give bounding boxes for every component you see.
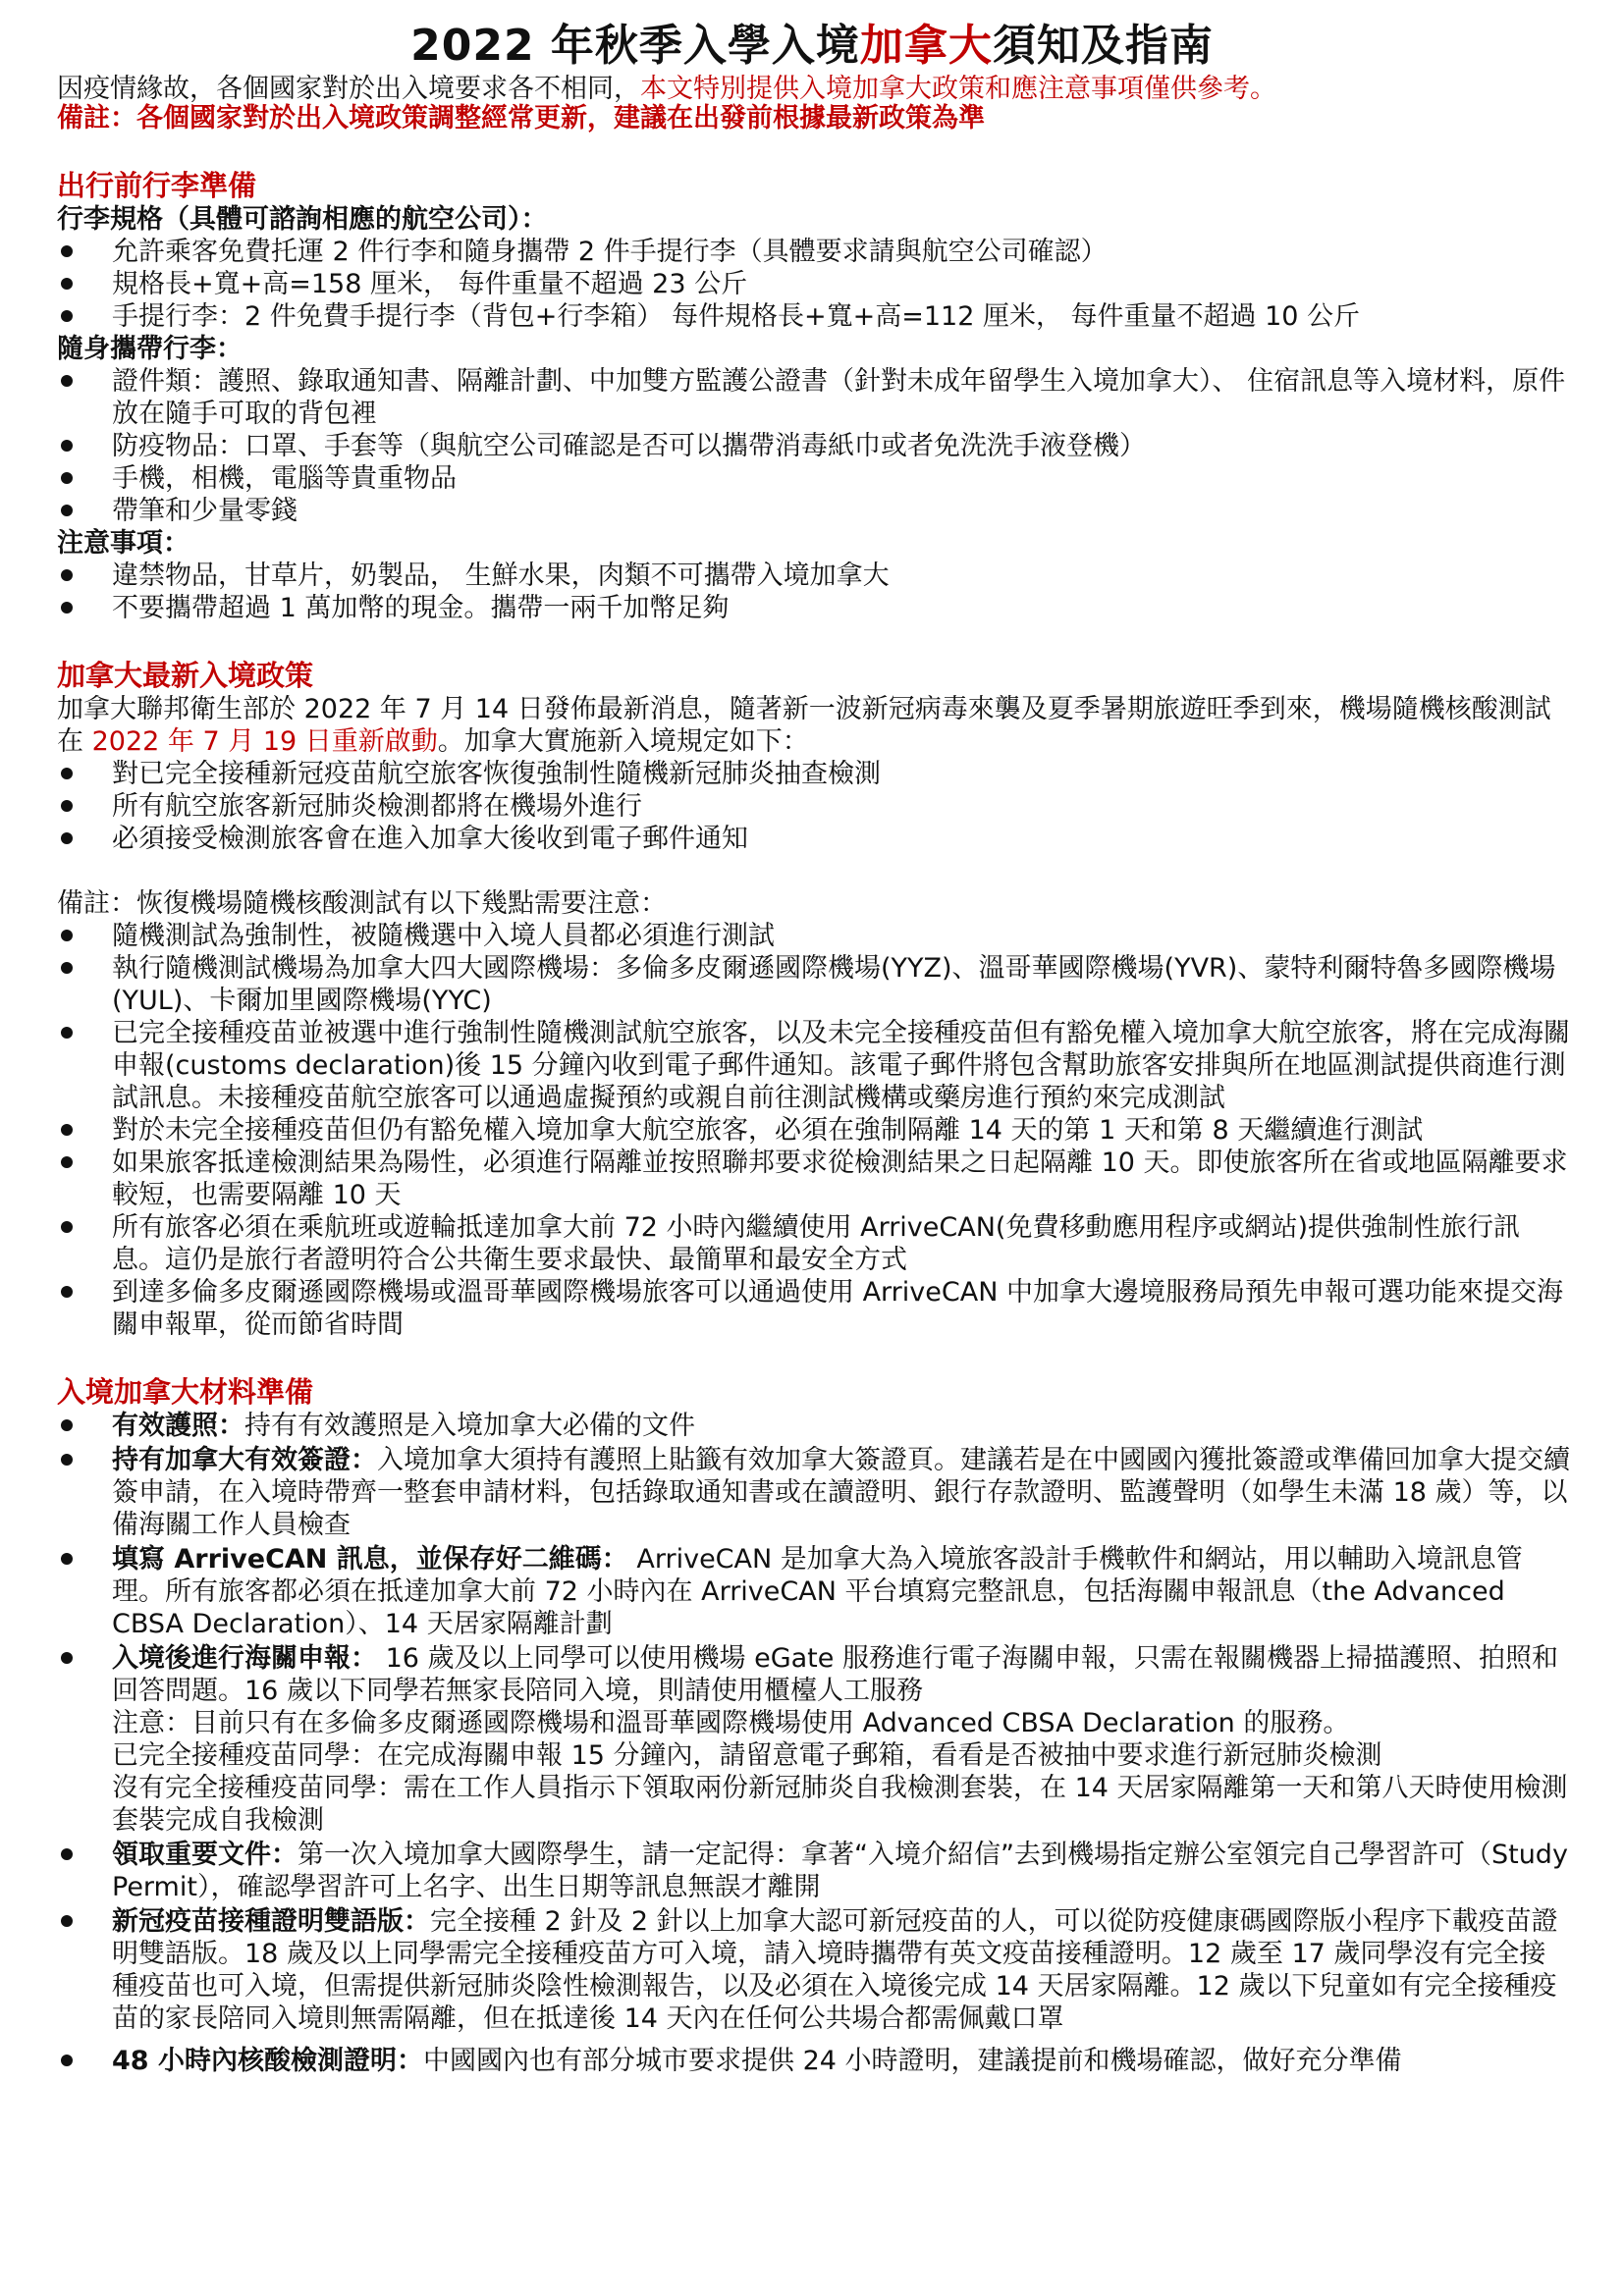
bullet-icon xyxy=(61,2055,73,2066)
bullet-icon xyxy=(61,1221,73,1233)
carry-on-list xyxy=(57,365,1571,527)
list-item xyxy=(57,560,1571,592)
list-item-text: 對已完全接種新冠疫苗航空旅客恢復強制性隨機新冠肺炎抽查檢測 xyxy=(112,759,881,789)
list-item xyxy=(57,1905,1571,2035)
bullet-icon xyxy=(61,1156,73,1168)
bullet-icon xyxy=(61,1553,73,1565)
list-item xyxy=(57,1211,1571,1276)
section-policy-title: 加拿大最新入境政策 xyxy=(57,659,314,692)
bullet-icon xyxy=(61,1027,73,1039)
page-title xyxy=(0,0,1624,71)
bullet-icon xyxy=(61,962,73,974)
bullet-icon xyxy=(61,569,73,581)
section-documents-title: 入境加拿大材料準備 xyxy=(57,1375,314,1409)
bullet-icon xyxy=(61,472,73,484)
list-item-label: 填寫 ArriveCAN 訊息，並保存好二維碼： xyxy=(112,1544,628,1575)
spacer xyxy=(57,855,1571,887)
list-item xyxy=(57,1410,1571,1442)
list-item-text: 持有有效護照是入境加拿大必備的文件 xyxy=(244,1411,695,1441)
list-item-text: 執行隨機測試機場為加拿大四大國際機場：多倫多皮爾遜國際機場(YYZ)、溫哥華國際機場(YVR)、蒙特利爾特魯多國際機場(YUL)、卡爾加里國際機場(YYC) xyxy=(112,953,1556,1016)
intro-line-2: 備註：各個國家對於出入境政策調整經常更新，建議在出發前根據最新政策為準 xyxy=(57,103,985,133)
list-item-text: 所有航空旅客新冠肺炎檢測都將在機場外進行 xyxy=(112,791,642,822)
list-item-label: 新冠疫苗接種證明雙語版： xyxy=(112,1906,430,1937)
luggage-spec-list xyxy=(57,236,1571,333)
bullet-icon xyxy=(61,602,73,614)
intro-line-1-red: 本文特別提供入境加拿大政策和應注意事項僅供參考。 xyxy=(640,74,1276,102)
bullet-icon xyxy=(61,278,73,290)
bullet-icon xyxy=(61,1286,73,1298)
list-item-text: 入境加拿大須持有護照上貼籤有效加拿大簽證頁。建議若是在中國國內獲批簽證或準備回加拿大提交續簽申請，在入境時帶齊一整套申請材料，包括錄取通知書或在讀證明、銀行存款證明、監護聲明（如學生未滿 18 歲）等，以備海關工作人員檢查 xyxy=(112,1445,1570,1540)
customs-note-line: 已完全接種疫苗同學：在完成海關申報 15 分鐘內，請留意電子郵箱，看看是否被抽中要求進行新冠肺炎檢測 xyxy=(112,1740,1382,1771)
list-item xyxy=(57,495,1571,527)
list-item xyxy=(57,592,1571,624)
customs-note-line: 注意：目前只有在多倫多皮爾遜國際機場和溫哥華國際機場使用 Advanced CBSA Declaration 的服務。 xyxy=(112,1708,1350,1738)
list-item xyxy=(57,920,1571,952)
bullet-icon xyxy=(61,1652,73,1664)
list-item-text: 對於未完全接種疫苗但仍有豁免權入境加拿大航空旅客，必須在強制隔離 14 天的第 1 天和第 8 天繼續進行測試 xyxy=(112,1115,1424,1146)
document-body xyxy=(0,73,1624,2077)
list-item xyxy=(57,1642,1571,1837)
list-item-label: 48 小時內核酸檢測證明： xyxy=(112,2046,423,2076)
list-item xyxy=(57,462,1571,495)
list-item-text: 中國國內也有部分城市要求提供 24 小時證明，建議提前和機場確認，做好充分準備 xyxy=(422,2046,1402,2076)
list-item-text: 允許乘客免費托運 2 件行李和隨身攜帶 2 件手提行李（具體要求請與航空公司確認） xyxy=(112,237,1108,267)
notes-list xyxy=(57,560,1571,624)
intro-line-1-black: 因疫情緣故，各個國家對於出入境要求各不相同， xyxy=(57,74,640,102)
title-pre: 2022 年秋季入學入境 xyxy=(410,21,860,71)
policy-restart-date: 2022 年 7 月 19 日重新啟動 xyxy=(91,726,438,757)
list-item-text: 防疫物品：口罩、手套等（與航空公司確認是否可以攜帶消毒紙巾或者免洗洗手液登機） xyxy=(112,431,1146,461)
list-item xyxy=(57,1839,1571,1903)
list-item-text: 規格長+寬+高=158 厘米， 每件重量不超過 23 公斤 xyxy=(112,269,748,299)
list-item xyxy=(57,430,1571,462)
list-item xyxy=(57,1276,1571,1341)
list-item-text: 第一次入境加拿大國際學生，請一定記得：拿著“入境介紹信”去到機場指定辦公室領完自己學習許可（Study Permit），確認學習許可上名字、出生日期等訊息無誤才離開 xyxy=(112,1840,1568,1902)
carry-on-heading: 隨身攜帶行李： xyxy=(57,334,243,364)
list-item xyxy=(57,823,1571,855)
policy-paragraph-text: 加拿大聯邦衛生部於 2022 年 7 月 14 日發佈最新消息，隨著新一波新冠病毒來襲及夏季暑期旅遊旺季到來，機場隨機核酸測試在 xyxy=(57,694,1551,757)
list-item-text: 完全接種 2 針及 2 針以上加拿大認可新冠疫苗的人，可以從防疫健康碼國際版小程序下載疫苗證明雙語版。18 歲及以上同學需完全接種疫苗方可入境，請入境時攜帶有英文疫苗接種證明。12 歲至 17 歲同學沒有完全接種疫苗也可入境，但需提供新冠肺炎陰性檢測報告，以及必須在入境後完成 14 天居家隔離。12 歲以下兒童如有完全接種疫苗的家長陪同入境則無需隔離，但在抵達後 14 天內在任何公共場合都需佩戴口罩 xyxy=(112,1906,1558,2034)
notes-heading: 注意事項： xyxy=(57,528,189,559)
bullet-icon xyxy=(61,440,73,452)
bullet-icon xyxy=(61,1848,73,1860)
list-item-label: 有效護照： xyxy=(112,1411,244,1441)
policy-list xyxy=(57,758,1571,855)
bullet-icon xyxy=(61,1124,73,1136)
documents-list xyxy=(57,1410,1571,2077)
list-item-text: 所有旅客必須在乘航班或遊輪抵達加拿大前 72 小時內繼續使用 ArriveCAN(免費移動應用程序或網站)提供強制性旅行訊息。這仍是旅行者證明符合公共衛生要求最快、最簡單和最安全方式 xyxy=(112,1212,1520,1275)
list-item-text: 違禁物品，甘草片，奶製品， 生鮮水果，肉類不可攜帶入境加拿大 xyxy=(112,561,890,591)
list-item-label: 入境後進行海關申報： xyxy=(112,1643,377,1674)
list-item xyxy=(57,236,1571,268)
list-item-text: 隨機測試為強制性，被隨機選中入境人員都必須進行測試 xyxy=(112,921,775,951)
list-item-text: 已完全接種疫苗並被選中進行強制性隨機測試航空旅客，以及未完全接種疫苗但有豁免權入境加拿大航空旅客，將在完成海關申報(customs declaration)後 15 分鐘內收到電子郵件通知。該電子郵件將包含幫助旅客安排與所在地區測試提供商進行測試訊息。未接種疫苗航空旅客可以通過虛擬預約或親自前往測試機構或藥房進行預約來完成測試 xyxy=(112,1018,1570,1113)
luggage-spec-heading: 行李規格（具體可諮詢相應的航空公司）： xyxy=(57,204,548,235)
list-item-text: 手提行李：2 件免費手提行李（背包+行李箱） 每件規格長+寬+高=112 厘米， 每件重量不超過 10 公斤 xyxy=(112,301,1361,332)
list-item-text: 必須接受檢測旅客會在進入加拿大後收到電子郵件通知 xyxy=(112,824,748,854)
list-item xyxy=(57,758,1571,790)
bullet-icon xyxy=(61,505,73,516)
list-item-text: 如果旅客抵達檢測結果為陽性，必須進行隔離並按照聯邦要求從檢測結果之日起隔離 10 天。即使旅客所在省或地區隔離要求較短，也需要隔離 10 天 xyxy=(112,1148,1568,1210)
list-item xyxy=(57,2045,1571,2077)
list-item xyxy=(57,268,1571,300)
list-item-label: 領取重要文件： xyxy=(112,1840,298,1870)
list-item-text: 證件類：護照、錄取通知書、隔離計劃、中加雙方監護公證書（針對未成年留學生入境加拿大）、 住宿訊息等入境材料，原件放在隨手可取的背包裡 xyxy=(112,366,1566,429)
bullet-icon xyxy=(61,800,73,812)
list-item-text: ArriveCAN 是加拿大為入境旅客設計手機軟件和網站，用以輔助入境訊息管理。所有旅客都必須在抵達加拿大前 72 小時內在 ArriveCAN 平台填寫完整訊息，包括海關申報訊息（the Advanced CBSA Declaration）、14 天居家隔離計劃 xyxy=(112,1544,1523,1639)
list-item xyxy=(57,1017,1571,1114)
list-item xyxy=(57,790,1571,823)
bullet-icon xyxy=(61,310,73,322)
bullet-icon xyxy=(61,375,73,387)
section-luggage-title: 出行前行李準備 xyxy=(57,169,257,202)
list-item xyxy=(57,1543,1571,1640)
list-item xyxy=(57,300,1571,333)
list-item xyxy=(57,365,1571,430)
list-item xyxy=(57,952,1571,1017)
list-item-text: 不要攜帶超過 1 萬加幣的現金。攜帶一兩千加幣足夠 xyxy=(112,593,730,623)
title-highlight: 加拿大 xyxy=(859,21,993,71)
bullet-icon xyxy=(61,768,73,779)
customs-note-line: 沒有完全接種疫苗同學：需在工作人員指示下領取兩份新冠肺炎自我檢測套裝，在 14 天居家隔離第一天和第八天時使用檢測套裝完成自我檢測 xyxy=(112,1773,1568,1836)
policy-paragraph-text-end: 。加拿大實施新入境規定如下： xyxy=(437,726,809,757)
bullet-icon xyxy=(61,1419,73,1431)
list-item xyxy=(57,1114,1571,1147)
policy-paragraph xyxy=(57,693,1571,758)
bullet-icon xyxy=(61,1454,73,1466)
bullet-icon xyxy=(61,245,73,257)
list-item-text: 16 歲及以上同學可以使用機場 eGate 服務進行電子海關申報，只需在報關機器上掃描護照、拍照和回答問題。16 歲以下同學若無家長陪同入境，則請使用櫃檯人工服務 xyxy=(112,1643,1558,1706)
list-item-label: 持有加拿大有效簽證： xyxy=(112,1445,377,1475)
title-post: 須知及指南 xyxy=(992,21,1214,71)
list-item xyxy=(57,1147,1571,1211)
list-item-text: 到達多倫多皮爾遜國際機場或溫哥華國際機場旅客可以通過使用 ArriveCAN 中加拿大邊境服務局預先申報可選功能來提交海關申報單，從而節省時間 xyxy=(112,1277,1563,1340)
bullet-icon xyxy=(61,1915,73,1927)
bullet-icon xyxy=(61,930,73,941)
policy-note-heading: 備註：恢復機場隨機核酸測試有以下幾點需要注意： xyxy=(57,888,667,919)
intro-line-1 xyxy=(57,73,1571,102)
policy-note-list xyxy=(57,920,1571,1341)
list-item-text: 手機，相機，電腦等貴重物品 xyxy=(112,463,457,494)
list-item-text: 帶筆和少量零錢 xyxy=(112,496,298,526)
bullet-icon xyxy=(61,832,73,844)
list-item xyxy=(57,1444,1571,1541)
